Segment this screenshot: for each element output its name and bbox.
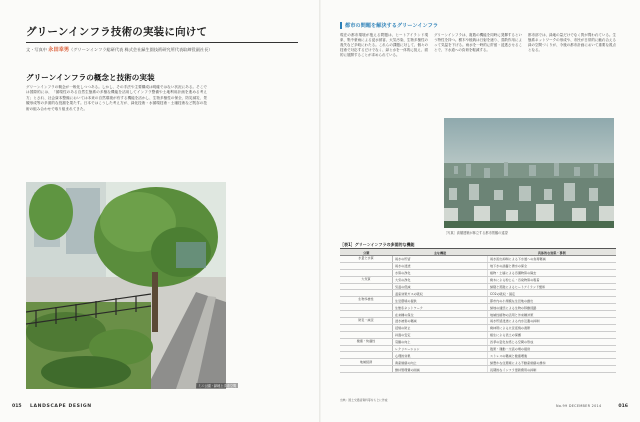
table-cell-function: 水質の浄化 — [393, 269, 488, 276]
table-row — [340, 345, 616, 352]
table-cell-effect: ストレスの軽減と健康増進 — [488, 352, 617, 359]
street-planting-illustration — [26, 182, 226, 389]
table-cell-function: 景観の向上 — [393, 338, 488, 345]
table-cell-category: 健康・快適性 — [340, 338, 393, 345]
table-title: ［表1］グリーンインフラの多面的な機能 — [340, 242, 415, 247]
table-cell-effect: 雨水流出抑制による下水道への負荷軽減 — [488, 256, 617, 263]
table-cell-function: 大気の浄化 — [393, 276, 488, 283]
table-cell-effect: 樹木による粉じん・汚染物質の吸着 — [488, 276, 617, 283]
table-row — [340, 283, 616, 290]
table-cell-category — [340, 324, 393, 331]
table-row — [340, 290, 616, 297]
table-cell-category: 防災・減災 — [340, 318, 393, 325]
table-header-function: 主な機能 — [393, 249, 488, 256]
table-cell-effect: 地域性植物の活用と外来種対策 — [488, 311, 617, 318]
table-cell-category — [340, 283, 393, 290]
table-header-category: 分類 — [340, 249, 393, 256]
aerial-city-photo — [444, 118, 614, 228]
table-cell-category: 大気質 — [340, 276, 393, 283]
table-body — [340, 256, 616, 373]
article-body-text: グリーンインフラの概念が一般化しつつある。しかし、その手法や主要構成は明確ではない状況にある。そこでは国際的には、「循環性のある自然生態系の多様な機能を活用してインフラ整備や土地利用計画を進める考え方」とされ、社会資本整備においては本来の自然環境が有する機能を活かし、生物多様性の保全、防災減災、景観形成等の多面的な役割を果たす。日本ではこうした考え方が、緑化技術・水循環技術・土壌技術など既存の技術の組み合わせで取り組まれてきた。 — [26, 85, 207, 111]
author-affiliation: （グリーンインフラ総研代表 株式会社緑生園技術研究所代表取締役副社長） — [69, 47, 213, 52]
table-cell-function: 心理的効果 — [393, 352, 488, 359]
table-cell-function: 気温の低減 — [393, 283, 488, 290]
aerial-photo-caption: ［写真］高層建築が林立する都市景観の遠望 — [444, 231, 508, 235]
table-cell-function: 温室効果ガスの吸収 — [393, 290, 488, 297]
table-cell-function: 浸水被害の軽減 — [393, 318, 488, 325]
table-row — [340, 297, 616, 304]
table-row — [340, 276, 616, 283]
table-cell-category: 生物多様性 — [340, 297, 393, 304]
table-cell-category — [340, 331, 393, 338]
article-title-block — [26, 24, 298, 53]
table-cell-effect: 緑地の連続による生物の移動経路 — [488, 304, 617, 311]
page-number-right: 016 — [618, 404, 628, 409]
table-source-note: 出典：国土交通省資料等をもとに作成 — [340, 398, 388, 402]
table-row — [340, 359, 616, 366]
table-cell-effect: 長期的なインフラ更新費用の抑制 — [488, 366, 617, 373]
table-row — [340, 338, 616, 345]
table-cell-effect: 植物・土壌による汚濁物質の除去 — [488, 269, 617, 276]
table-cell-function: 維持管理費の削減 — [393, 366, 488, 373]
table-cell-effect: 緑陰と蒸散によるヒートアイランド緩和 — [488, 283, 617, 290]
table-cell-effect: 緑豊かな住環境による不動産価値の維持 — [488, 359, 617, 366]
left-photo-caption: ミニ公園・緑地と歩道空間 — [198, 384, 237, 388]
table-cell-category: 水量と水質 — [340, 256, 393, 263]
table-cell-effect: 地下水の涵養と湧水の保全 — [488, 262, 617, 269]
table-cell-category — [340, 311, 393, 318]
table-header-row — [340, 249, 616, 256]
table-cell-category: 地域経済 — [340, 359, 393, 366]
table-header-effect: 具体的な効果・事例 — [488, 249, 617, 256]
table-row — [340, 331, 616, 338]
table-cell-function: 斜面の安定 — [393, 331, 488, 338]
table-cell-function: 資産価値の向上 — [393, 359, 488, 366]
table-row — [340, 269, 616, 276]
author-name: 永田幸男 — [48, 47, 70, 53]
table-cell-category — [340, 304, 393, 311]
street-planting-photo — [26, 182, 226, 389]
table-cell-category — [340, 262, 393, 269]
table-cell-category — [340, 352, 393, 359]
right-column-3: 都市部では、緑地の量だけでなく質が問われている。生態系ネットワークの形成や、市民が日常的に触れ合える緑の空間づくりが、今後の都市計画において重要な視点となる。 — [528, 33, 616, 53]
section-heading: グリーンインフラの概念と技術の実装 — [26, 73, 155, 82]
table-cell-function: 雨水の浸透 — [393, 262, 488, 269]
right-column-2: グリーンインフラは、複数の機能を同時に発揮するという特性を持つ。樹木や植栽は日射を遮り、蒸散作用によって気温を下げる。雨水を一時的に貯留・浸透させることで、下水道への負荷を軽減する。 — [434, 33, 522, 53]
table-cell-effect: 散策・運動・交流の場の提供 — [488, 345, 617, 352]
table-row — [340, 311, 616, 318]
table-cell-effect: 雨水貯留浸透による内水氾濫の抑制 — [488, 318, 617, 325]
article-title: グリーンインフラ技術の実装に向けて — [26, 24, 298, 43]
table-cell-function: 在来種の保全 — [393, 311, 488, 318]
aerial-city-illustration — [444, 118, 614, 228]
issue-label: No.99 DECEMBER 2014 — [556, 404, 602, 408]
table-row — [340, 366, 616, 373]
magazine-name: LANDSCAPE DESIGN — [30, 404, 92, 409]
function-table — [340, 248, 616, 373]
table-cell-effect: CO2の吸収・固定 — [488, 290, 617, 297]
table-row — [340, 324, 616, 331]
table-cell-category — [340, 366, 393, 373]
table-cell-category — [340, 345, 393, 352]
table-cell-effect: 樹林帯による火災延焼の遮断 — [488, 324, 617, 331]
page-gutter — [319, 0, 321, 422]
table-cell-category — [340, 269, 393, 276]
table-row — [340, 318, 616, 325]
table-row — [340, 256, 616, 263]
table-cell-function: 生態系ネットワーク — [393, 304, 488, 311]
right-column-1: 現在の都市環境が抱える問題は、ヒートアイランド現象、集中豪雨による浸水被害、大気汚染、生物多様性の喪失など多岐にわたる。これらの課題に対して、個々の技術で対応するだけでなく、緑と水を一体的に捉え、面的に展開することが求められている。 — [340, 33, 428, 58]
table-cell-effect: 植生による表土の保護 — [488, 331, 617, 338]
author-prefix: 文・写真中 — [26, 47, 49, 52]
table-cell-function: レクリエーション — [393, 345, 488, 352]
table-row — [340, 262, 616, 269]
table-cell-category — [340, 290, 393, 297]
table-row — [340, 352, 616, 359]
table-cell-function: 生息環境の提供 — [393, 297, 488, 304]
table-cell-function: 雨水の貯留 — [393, 256, 488, 263]
author-line — [26, 46, 298, 53]
table-cell-effect: 都市内の小規模な生息地の創出 — [488, 297, 617, 304]
right-section-heading: 都市の問題を解決するグリーンインフラ — [340, 22, 438, 29]
page-number-left: 015 — [12, 404, 22, 409]
table-row — [340, 304, 616, 311]
table-cell-effect: 四季の変化を感じる空間の形成 — [488, 338, 617, 345]
table-cell-function: 延焼の防止 — [393, 324, 488, 331]
